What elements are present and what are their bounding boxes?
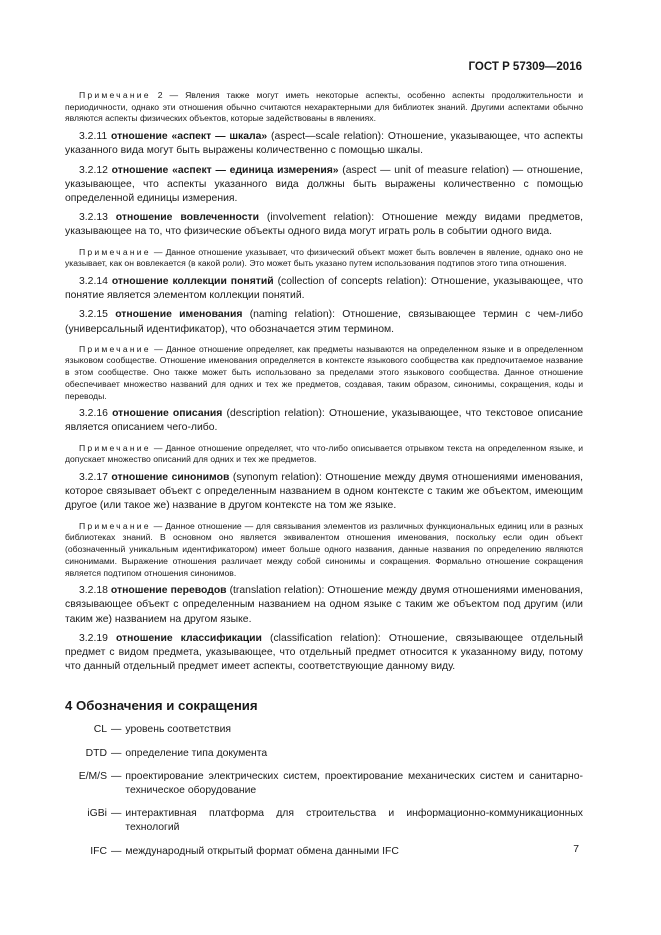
term: отношение переводов: [110, 585, 227, 597]
abbreviation-definition: международный открытый формат обмена данными IFC: [125, 845, 399, 857]
definition-paragraph: [65, 164, 583, 207]
note-block: [65, 443, 583, 466]
abbreviation-item: [65, 807, 583, 835]
term: отношение описания: [112, 408, 223, 420]
definition-paragraph: [65, 584, 583, 627]
dash-separator: —: [111, 747, 122, 759]
definition-text: (description relation): Отношение, указывающее, что текстовое описание является описанием чего-либо.: [65, 408, 583, 434]
note-block: [65, 521, 583, 580]
abbreviation-code: iGBi: [87, 808, 107, 820]
term: отношение вовлеченности: [115, 212, 260, 224]
clause-number: 3.2.18: [79, 585, 111, 597]
note-text: — Данное отношение определяет, как предметы называются на определенном языке и в определенном языковом сообществе. Отношение именования определяется в контексте языкового сообщества как предпочитаемое название в этом сообществе. Оно также может быть использовано за пределами этого языкового сообщества. Данное отношение обеспечивает множество названий для одних и тех же предметов, создавая, таким образом, синонимы, сокращения, коды и переводы.: [65, 343, 583, 401]
note-label: Примечание: [79, 343, 151, 354]
dash-separator: —: [111, 724, 122, 736]
definition-text: (involvement relation): Отношение между видами предметов, указывающее на то, что физические объекты одного вида могут играть роль в событии одного вида.: [65, 212, 584, 238]
section-title: 4 Обозначения и сокращения: [65, 698, 258, 714]
definition-paragraph: [65, 275, 583, 303]
definition-text: (naming relation): Отношение, связывающее термин с чем-либо (универсальный идентификатор), что обозначается этим термином.: [65, 309, 583, 335]
clause-number: 3.2.11: [79, 131, 111, 143]
definition-text: (aspect — unit of measure relation) — отношение, указывающее, что аспекты указанного вида должны быть выражены количественно с помощью определенной единицы измерения.: [65, 164, 583, 204]
abbreviation-item: [65, 723, 583, 737]
definition-text: (aspect—scale relation): Отношение, указывающее, что аспекты указанного вида могут быть выражены количественно с помощью шкалы.: [65, 131, 583, 157]
dash-separator: —: [111, 845, 122, 857]
note-block: [65, 90, 583, 125]
note-block: [65, 344, 583, 403]
term: отношение «аспект — единица измерения»: [111, 164, 339, 176]
definition-text: (synonym relation): Отношение между двумя отношениями именования, которое связывает объект с определенным названием в одном контексте с таким же объектом, имеющим другое (или такое же) название в другом контексте на том же языке.: [65, 472, 583, 512]
note-text: — Данное отношение определяет, что что-либо описывается отрывком текста на определенном языке, и допускает множество описаний для одних и тех же предметов.: [65, 442, 583, 465]
abbreviation-item: [65, 770, 583, 798]
note-text: — Данное отношение указывает, что физический объект может быть вовлечен в явление, однако оно не указывает, как он вовлекается (в какой роли). Это может быть указано путем использования подтипов этого типа отношения.: [65, 246, 583, 269]
clause-number: 3.2.16: [79, 408, 113, 420]
term: отношение классификации: [115, 632, 262, 644]
abbreviation-item: [65, 747, 583, 761]
dash-separator: —: [111, 770, 122, 782]
note-label: Примечание: [79, 520, 151, 531]
note-label: Примечание: [79, 90, 151, 100]
term: отношение именования: [115, 309, 243, 321]
abbreviation-definition: проектирование электрических систем, проектирование механических систем и санитарно-техническое оборудование: [125, 770, 583, 797]
definition-paragraph: [65, 632, 583, 675]
abbreviation-code: IFC: [90, 845, 107, 857]
term: отношение синонимов: [111, 472, 230, 484]
note-text: — Данное отношение — для связывания элементов из различных функциональных единиц или в разных библиотеках знаний. В основном оно является эквивалентом отношения именования, поскольку если один объект (обозначенный уникальным идентификатором) имеет больше одного названия, данные названия по определению являются синонимами. Выражение отношения различает между собой синонимы и сокращения. Формально отношение сокращения является подтипом отношения синонимов.: [65, 520, 583, 578]
note-label: Примечание: [79, 246, 151, 257]
definition-paragraph: [65, 211, 583, 239]
abbreviation-definition: определение типа документа: [125, 747, 268, 759]
clause-number: 3.2.14: [79, 275, 112, 287]
abbreviation-code: E/M/S: [78, 770, 107, 782]
page-number: 7: [573, 844, 579, 855]
term: отношение коллекции понятий: [111, 275, 274, 287]
clause-number: 3.2.19: [79, 632, 116, 644]
definition-text: (classification relation): Отношение, связывающее отдельный предмет с видом предмета, указывающее, что отдельный предмет относится к указанному виду, потому что данный отдельный предмет имеет аспекты, соответствующие данному виду.: [65, 632, 583, 673]
note-label: Примечание: [79, 442, 151, 453]
abbreviation-code: DTD: [85, 747, 107, 759]
abbreviation-code: CL: [93, 724, 107, 736]
definition-text: (collection of concepts relation): Отношение, указывающее, что понятие является элементом коллекции понятий.: [65, 275, 583, 302]
clause-number: 3.2.13: [79, 212, 116, 224]
clause-number: 3.2.12: [79, 164, 112, 176]
abbreviation-item: [65, 845, 583, 859]
definition-paragraph: [65, 471, 583, 514]
clause-number: 3.2.17: [79, 472, 112, 484]
note-block: [65, 247, 583, 270]
dash-separator: —: [111, 808, 122, 820]
definition-paragraph: [65, 130, 583, 158]
page-content: [65, 83, 583, 868]
term: отношение «аспект — шкала»: [110, 131, 268, 143]
abbreviation-definition: интерактивная платформа для строительства и информационно-коммуникационных технологий: [125, 808, 583, 834]
definition-text: (translation relation): Отношение между двумя отношениями именования, связывающее объект с определенным названием на одном языке с таким же объектом под другим (или таким же) названием на другом языке.: [65, 585, 584, 625]
clause-number: 3.2.15: [79, 309, 116, 321]
note-text: 2 — Явления также могут иметь некоторые аспекты, особенно аспекты продолжительности и периодичности, однако эти отношения обычно считаются нехарактерными для библиотек знаний. Другими аспектами обычно являются аспекты физических объектов, которые задействованы в явлениях.: [65, 90, 583, 124]
definition-paragraph: [65, 407, 583, 435]
document-code: ГОСТ Р 57309—2016: [468, 61, 582, 73]
abbreviation-definition: уровень соответствия: [125, 724, 232, 736]
definition-paragraph: [65, 308, 583, 336]
